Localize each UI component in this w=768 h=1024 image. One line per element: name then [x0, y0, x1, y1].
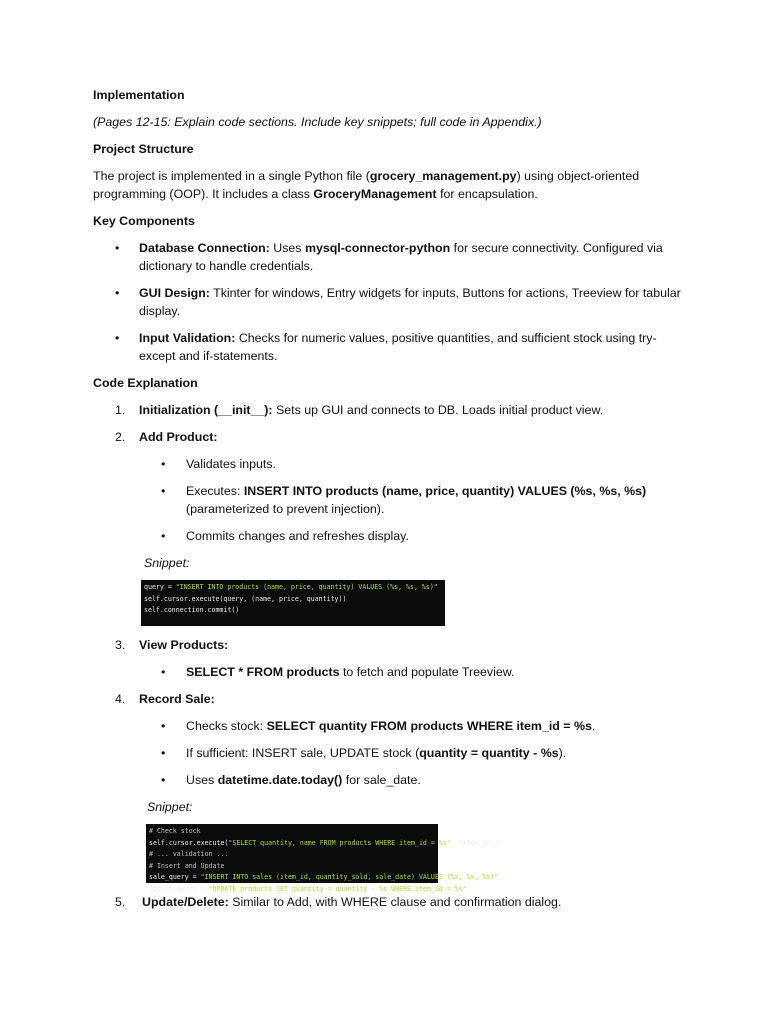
step-add-product: 2. Add Product: • Validates inputs. • Executes: INSERT INTO products (name, price, quantity) VALUES (%s, %s, %s) (parameterized to prevent injection). • Commits changes and refreshes display. — [93, 428, 683, 545]
document-page — [93, 86, 683, 920]
pages-note: (Pages 12-15: Explain code sections. Include key snippets; full code in Appendix.) — [93, 115, 542, 129]
list-item: • Validates inputs. — [161, 457, 277, 471]
class-name: GroceryManagement — [313, 187, 437, 201]
bullet-icon: • — [115, 286, 120, 300]
list-item: • Executes: INSERT INTO products (name, price, quantity) VALUES (%s, %s, %s) (parameterized to prevent injection). — [161, 484, 647, 516]
code-snippet-add-product: query = "INSERT INTO products (name, price, quantity) VALUES (%s, %s, %s)" self.cursor.execute(query, (name, price, quantity)) self.connection.commit() — [141, 580, 445, 626]
file-name: grocery_management.py — [369, 169, 517, 183]
heading-project-structure: Project Structure — [93, 142, 194, 156]
bullet-icon: • — [115, 331, 120, 345]
bullet-icon: • — [161, 746, 166, 760]
bullet-icon: • — [161, 529, 166, 543]
list-item: • Commits changes and refreshes display. — [161, 529, 409, 543]
list-item: • Input Validation: Checks for numeric values, positive quantities, and sufficient stock using try-except and if-statements. — [115, 331, 657, 363]
list-item: • Checks stock: SELECT quantity FROM products WHERE item_id = %s. — [161, 719, 596, 733]
project-structure-paragraph: The project is implemented in a single Python file (grocery_management.py) using object-oriented programming (OOP). It includes a class GroceryManagement for encapsulation. — [93, 169, 640, 201]
bullet-icon: • — [161, 665, 166, 679]
step-record-sale: 4. Record Sale: • Checks stock: SELECT quantity FROM products WHERE item_id = %s. • If sufficient: INSERT sale, UPDATE stock (quantity = quantity - %s). • Uses datetime.date.today() for sale_date. — [93, 690, 683, 789]
snippet-label: Snippet: — [147, 800, 193, 814]
heading-implementation: Implementation — [93, 88, 185, 102]
list-item: • Uses datetime.date.today() for sale_date. — [161, 773, 421, 787]
snippet-label: Snippet: — [144, 556, 190, 570]
step-update-delete: 5. Update/Delete: Similar to Add, with WHERE clause and confirmation dialog. — [115, 895, 562, 909]
step-initialization: 1. Initialization (__init__): Sets up GUI and connects to DB. Loads initial product view. — [115, 403, 604, 417]
heading-key-components: Key Components — [93, 214, 195, 228]
bullet-icon: • — [115, 241, 120, 255]
bullet-icon: • — [161, 773, 166, 787]
code-explanation-list — [93, 401, 683, 545]
heading-code-explanation: Code Explanation — [93, 376, 198, 390]
list-item: • SELECT * FROM products to fetch and populate Treeview. — [161, 665, 515, 679]
bullet-icon: • — [161, 719, 166, 733]
bullet-icon: • — [161, 484, 166, 498]
bullet-icon: • — [161, 457, 166, 471]
list-item: • GUI Design: Tkinter for windows, Entry widgets for inputs, Buttons for actions, Treeview for tabular display. — [115, 286, 681, 318]
list-item: • Database Connection: Uses mysql-connector-python for secure connectivity. Configured via dictionary to handle credentials. — [115, 241, 663, 273]
list-item: • If sufficient: INSERT sale, UPDATE stock (quantity = quantity - %s). — [161, 746, 567, 760]
key-components-list — [93, 239, 683, 365]
step-view-products: 3. View Products: • SELECT * FROM products to fetch and populate Treeview. — [93, 636, 683, 681]
code-snippet-record-sale: # Check stock self.cursor.execute("SELECT quantity, name FROM products WHERE item_id = %s", (item_id,)) # ... validation ... # Insert and Update sale_query = "INSERT INTO sales (item_id, quantity_sold, sale_date) VALUES (%s, %s, %s)" update_query = "UPDATE products SET quantity = quantity - %s WHERE item_id = %s" — [146, 824, 438, 883]
